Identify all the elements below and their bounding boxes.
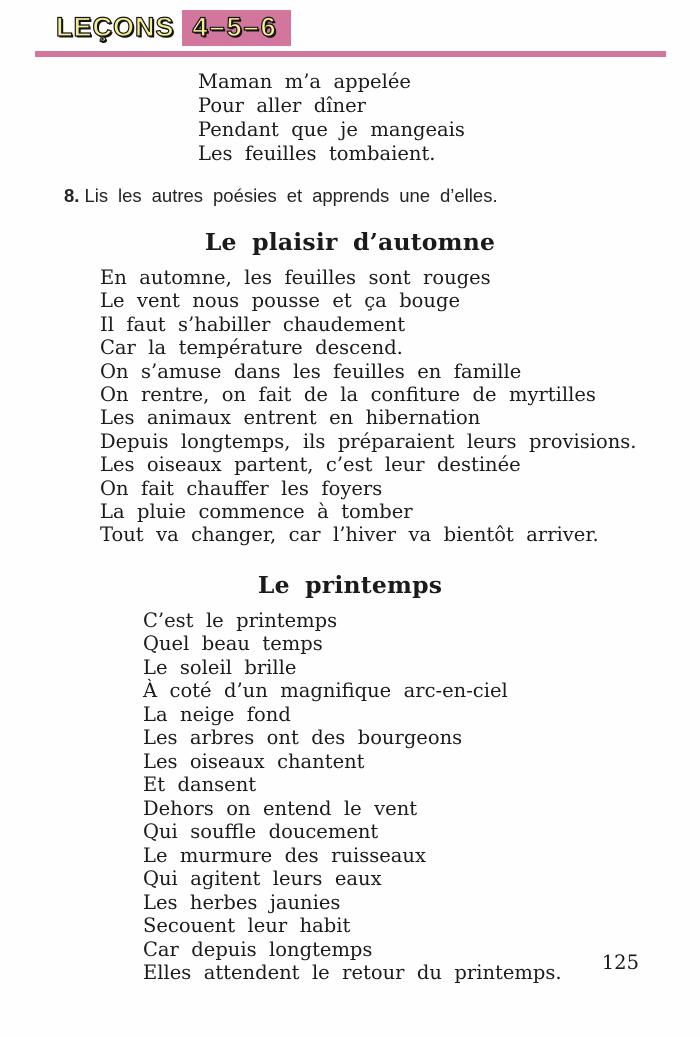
poem2-title: Le printemps: [257, 570, 443, 599]
poem-line: Maman m’a appelée: [198, 70, 411, 93]
poem-line: Dehors on entend le vent: [143, 796, 418, 820]
poem-line: Depuis longtemps, ils préparaient leurs provisions.: [100, 429, 637, 453]
poem-line: Pendant que je mangeais: [198, 118, 465, 141]
poem-line: La neige fond: [143, 702, 291, 726]
poem-line: Les arbres ont des bourgeons: [143, 726, 463, 750]
poem-line: Quel beau temps: [143, 632, 323, 656]
poem-line: Il faut s’habiller chaudement: [100, 312, 406, 336]
poem-line: Car la température descend.: [100, 336, 403, 360]
poem-line: Et dansent: [143, 773, 257, 797]
poem-line: Car depuis longtemps: [143, 937, 373, 961]
poem-line: Les animaux entrent en hibernation: [100, 406, 481, 430]
intro-stanza: [198, 70, 700, 166]
poem-line: Les oiseaux chantent: [143, 749, 365, 773]
lesson-numbers-badge: 4–5–6: [182, 10, 291, 46]
poem-line: C’est le printemps: [143, 608, 338, 632]
poem-line: Les feuilles tombaient.: [198, 142, 436, 165]
exercise-number: 8.: [64, 185, 80, 206]
poem-line: Le soleil brille: [143, 655, 297, 679]
poem-line: On s’amuse dans les feuilles en famille: [100, 359, 522, 383]
poem-line: Les oiseaux partent, c’est leur destinée: [100, 453, 521, 477]
lessons-header: [0, 0, 700, 46]
poem-line: On rentre, on fait de la confiture de myrtilles: [100, 383, 596, 407]
poem-line: Le vent nous pousse et ça bouge: [100, 289, 460, 313]
poem-line: À coté d’un magnifique arc-en-ciel: [143, 679, 508, 703]
exercise-text: Lis les autres poésies et apprends une d’elles.: [84, 185, 498, 206]
poem-line: Qui agitent leurs eaux: [143, 867, 382, 891]
poem-line: Elles attendent le retour du printemps.: [143, 961, 562, 985]
poem-line: En automne, les feuilles sont rouges: [100, 266, 491, 289]
exercise-instruction: [64, 184, 700, 208]
poem-line: Le murmure des ruisseaux: [143, 843, 426, 867]
page-number: 125: [601, 951, 639, 974]
poem-line: Les herbes jaunies: [143, 890, 341, 914]
poem-line: On fait chauffer les foyers: [100, 476, 383, 500]
poem-line: Secouent leur habit: [143, 914, 351, 938]
pink-divider: [35, 51, 666, 57]
poem-line: Pour aller dîner: [198, 94, 366, 117]
poem1-title: Le plaisir d’automne: [204, 228, 496, 256]
poem1-body: [100, 266, 700, 547]
poem-line: Qui souffle doucement: [143, 820, 379, 844]
poem-line: La pluie commence à tomber: [100, 500, 413, 524]
poem-line: Tout va changer, car l’hiver va bientôt arriver.: [100, 523, 599, 547]
poem2-body: [143, 609, 700, 985]
lessons-label: LEÇONS: [56, 12, 175, 42]
